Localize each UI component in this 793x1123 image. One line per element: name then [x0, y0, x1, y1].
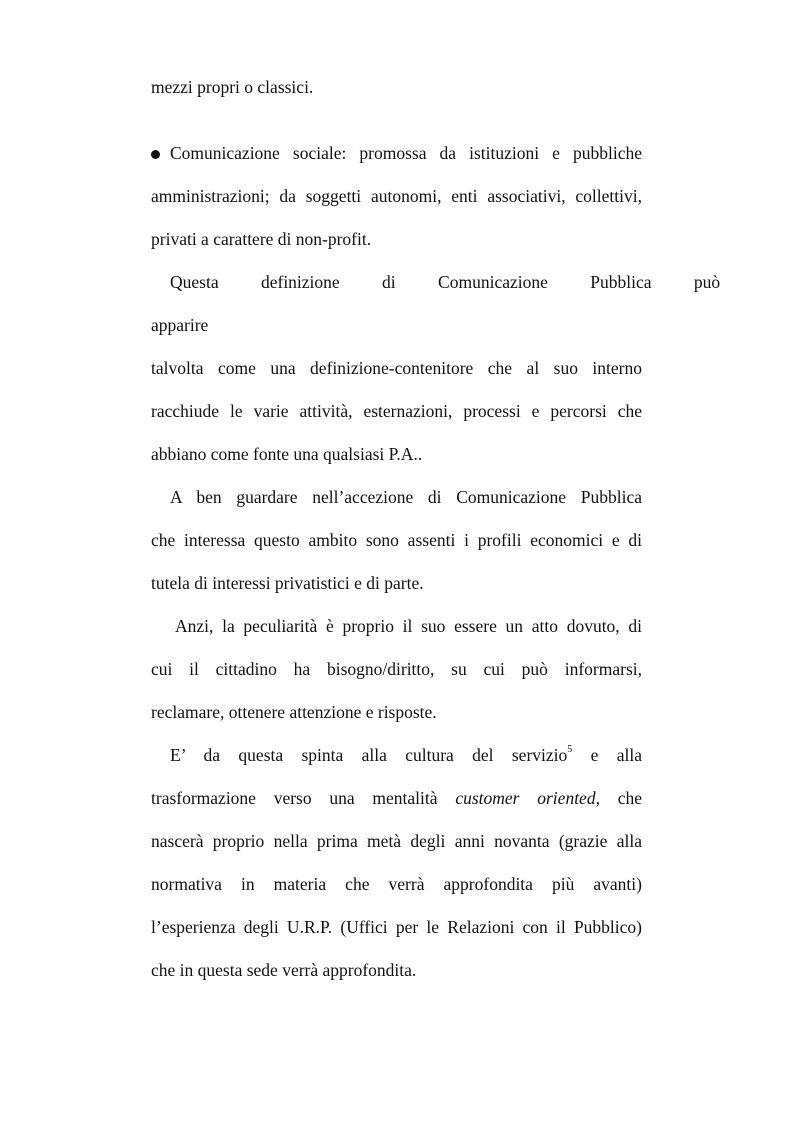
text-line-4: privati a carattere di non-profit.: [151, 229, 372, 249]
text-line-17: [151, 788, 642, 808]
text-line-16: [170, 745, 642, 765]
bullet-icon: [151, 150, 160, 159]
text-line-9: abbiano come fonte una qualsiasi P.A..: [151, 444, 423, 464]
text-line-5: Questa definizione di Comunicazione Pubblica può: [170, 272, 721, 292]
text-line-20: l’esperienza degli U.R.P. (Uffici per le Relazioni con il Pubblico): [151, 917, 642, 937]
text-line-14: cui il cittadino ha bisogno/diritto, su cui può informarsi,: [151, 659, 642, 679]
text-line-21: che in questa sede verrà approfondita.: [151, 960, 417, 980]
footnote-ref-5[interactable]: 5: [567, 744, 573, 756]
text-line-16-part-2: e alla: [590, 745, 642, 765]
text-line-17-part-1: trasformazione verso una mentalità: [151, 788, 438, 808]
text-line-19: normativa in materia che verrà approfondita più avanti): [151, 874, 642, 894]
text-line-11: che interessa questo ambito sono assenti i profili economici e di: [151, 530, 642, 550]
text-line-10: A ben guardare nell’accezione di Comunicazione Pubblica: [170, 487, 642, 507]
text-line-13: Anzi, la peculiarità è proprio il suo essere un atto dovuto, di: [175, 616, 642, 636]
text-line-3: amministrazioni; da soggetti autonomi, enti associativi, collettivi,: [151, 186, 642, 206]
text-line-12: tutela di interessi privatistici e di parte.: [151, 573, 424, 593]
text-line-15: reclamare, ottenere attenzione e risposte.: [151, 702, 437, 722]
text-line-6: apparire: [151, 315, 209, 335]
text-line-16-part-1: E’ da questa spinta alla cultura del servizio: [170, 745, 568, 765]
text-line-8: racchiude le varie attività, esternazioni, processi e percorsi che: [151, 401, 642, 421]
text-line-18: nascerà proprio nella prima metà degli anni novanta (grazie alla: [151, 831, 642, 851]
text-line-17-part-2: , che: [595, 788, 643, 808]
text-line-1: mezzi propri o classici.: [151, 77, 314, 97]
text-line-2: Comunicazione sociale: promossa da istituzioni e pubbliche: [170, 143, 642, 163]
text-line-7: talvolta come una definizione-contenitore che al suo interno: [151, 358, 642, 378]
text-line-17-emphasis: customer oriented: [455, 788, 596, 808]
